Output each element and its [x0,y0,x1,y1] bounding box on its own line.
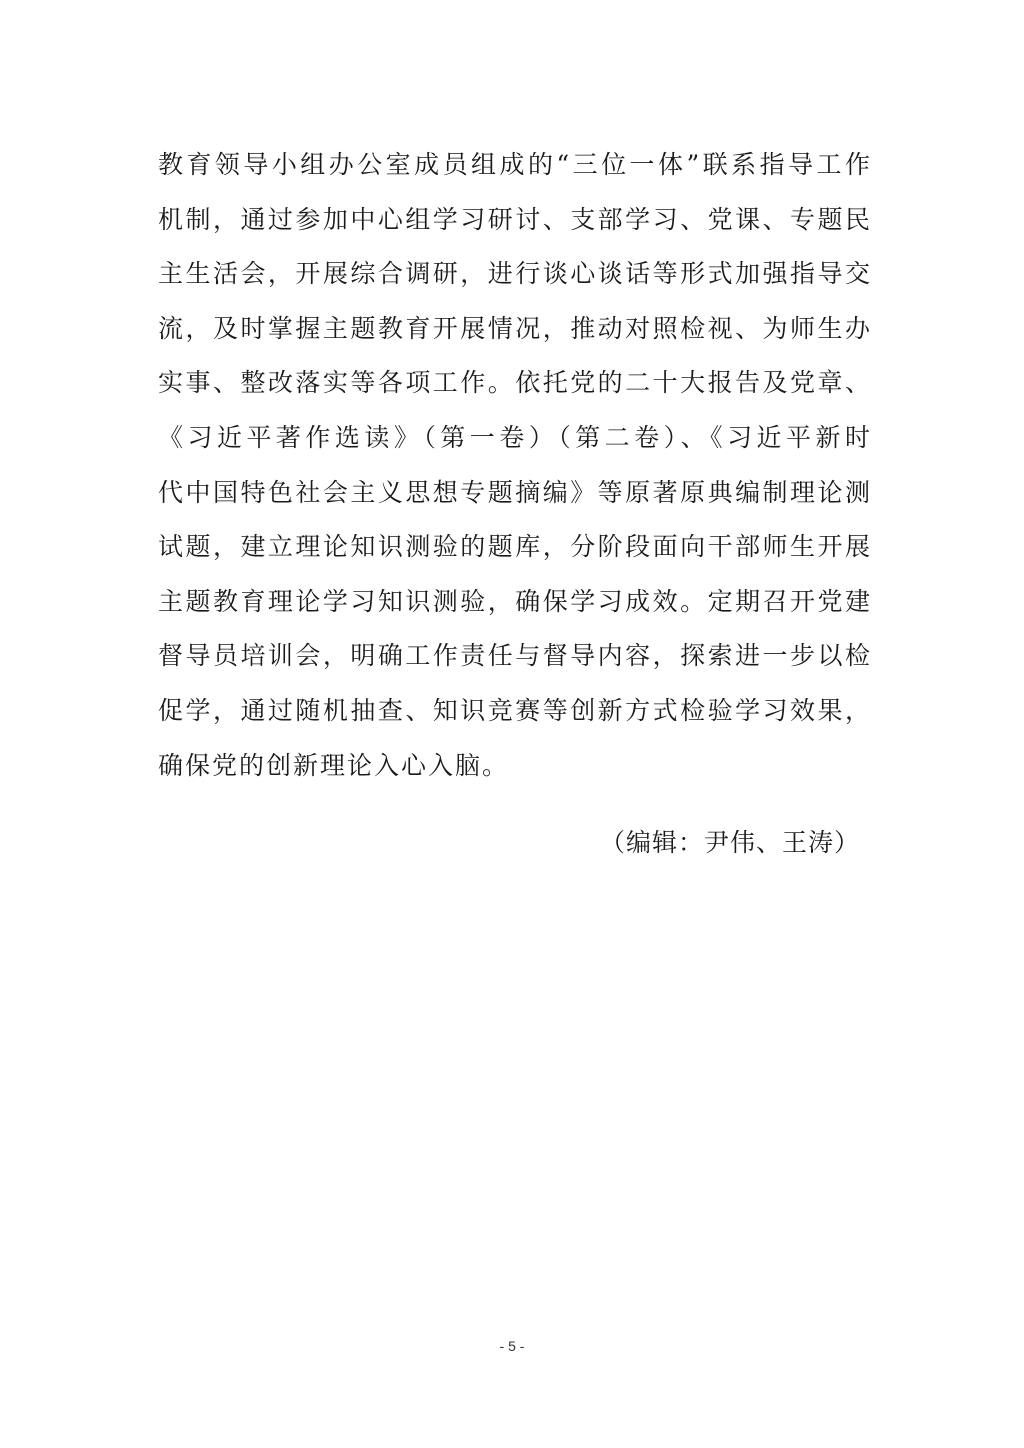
body-line: 代中国特色社会主义思想专题摘编》等原著原典编制理论测 [158,477,870,507]
editor-credit: （编辑：尹伟、王涛） [600,828,861,857]
body-line: 机制，通过参加中心组学习研讨、支部学习、党课、专题民 [158,204,870,234]
body-line: 确保党的创新理论入心入脑。 [158,750,510,780]
body-line: 实事、整改落实等各项工作。依托党的二十大报告及党章、 [158,368,870,398]
body-line: 教育领导小组办公室成员组成的“三位一体”联系指导工作 [158,150,870,179]
body-line: 主生活会，开展综合调研，进行谈心谈话等形式加强指导交 [158,259,870,289]
body-line: 《习近平著作选读》（第一卷）（第二卷）、《习近平新时 [158,422,870,452]
body-line: 主题教育理论学习知识测验，确保学习成效。定期召开党建 [158,586,870,616]
page-number: - 5 - [499,1338,525,1354]
body-line: 督导员培训会，明确工作责任与督导内容，探索进一步以检 [158,641,870,671]
body-line: 促学，通过随机抽查、知识竞赛等创新方式检验学习效果， [158,695,870,725]
body-line: 流，及时掌握主题教育开展情况，推动对照检视、为师生办 [158,313,870,343]
article-body [158,138,870,793]
body-line: 试题，建立理论知识测验的题库，分阶段面向干部师生开展 [158,532,870,562]
